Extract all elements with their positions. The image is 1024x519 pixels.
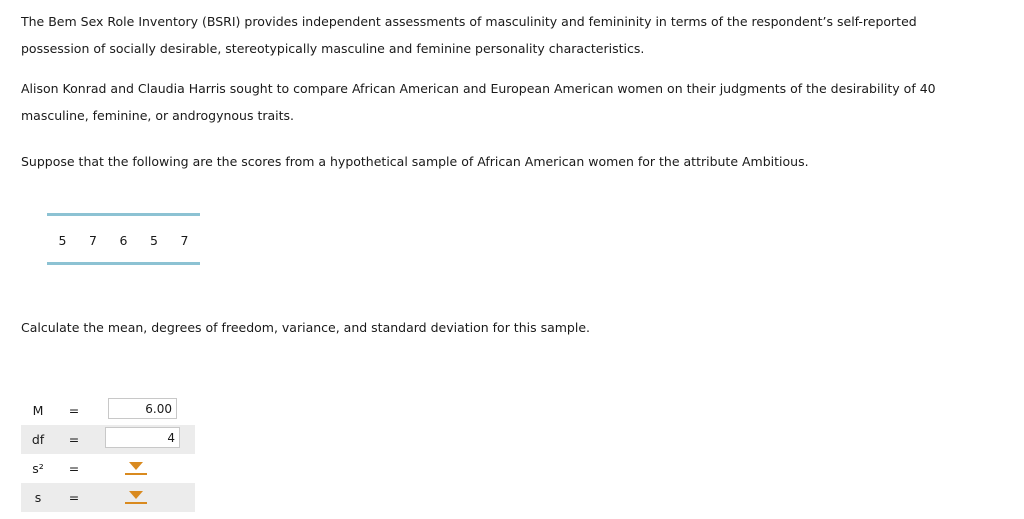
equals-sign: = — [68, 461, 80, 476]
df-label: df — [31, 432, 45, 447]
dropdown-arrow-icon — [129, 491, 143, 499]
study-paragraph — [21, 75, 936, 129]
mean-input[interactable]: 6.00 — [108, 398, 177, 419]
question-paragraph: Calculate the mean, degrees of freedom, variance, and standard deviation for this sample. — [21, 320, 591, 335]
score-value: 7 — [89, 233, 97, 248]
answer-table — [21, 396, 195, 512]
variance-dropdown[interactable] — [125, 462, 147, 478]
answer-row-mean — [21, 396, 195, 425]
mean-label: M — [32, 403, 44, 418]
equals-sign: = — [68, 403, 80, 418]
sd-label: s — [34, 490, 42, 505]
equals-sign: = — [68, 490, 80, 505]
equals-sign: = — [68, 432, 80, 447]
answer-row-variance — [21, 454, 195, 483]
answer-row-df — [21, 425, 195, 454]
scores-intro-paragraph: Suppose that the following are the scores from a hypothetical sample of African American women for the attribute Ambitious. — [21, 154, 809, 169]
intro-line-1: The Bem Sex Role Inventory (BSRI) provides independent assessments of masculinity and femininity in terms of the respondent’s self-reported — [21, 14, 917, 29]
intro-line-2: possession of socially desirable, stereotypically masculine and feminine personality characteristics. — [21, 41, 645, 56]
score-value: 7 — [180, 233, 189, 248]
study-line-2: masculine, feminine, or androgynous traits. — [21, 108, 295, 123]
study-line-1: Alison Konrad and Claudia Harris sought to compare African American and European American women on their judgments of the desirability of 40 — [21, 81, 936, 96]
intro-paragraph — [21, 8, 917, 62]
dropdown-arrow-icon — [129, 462, 143, 470]
score-value: 5 — [58, 233, 67, 248]
answer-row-sd — [21, 483, 195, 512]
df-input[interactable]: 4 — [105, 427, 180, 448]
score-value: 6 — [119, 233, 128, 248]
score-value: 5 — [150, 233, 158, 248]
sd-dropdown[interactable] — [125, 491, 147, 507]
dropdown-underline — [125, 502, 147, 504]
dropdown-underline — [125, 473, 147, 475]
variance-label: s² — [32, 461, 44, 476]
scores-table — [47, 213, 200, 265]
